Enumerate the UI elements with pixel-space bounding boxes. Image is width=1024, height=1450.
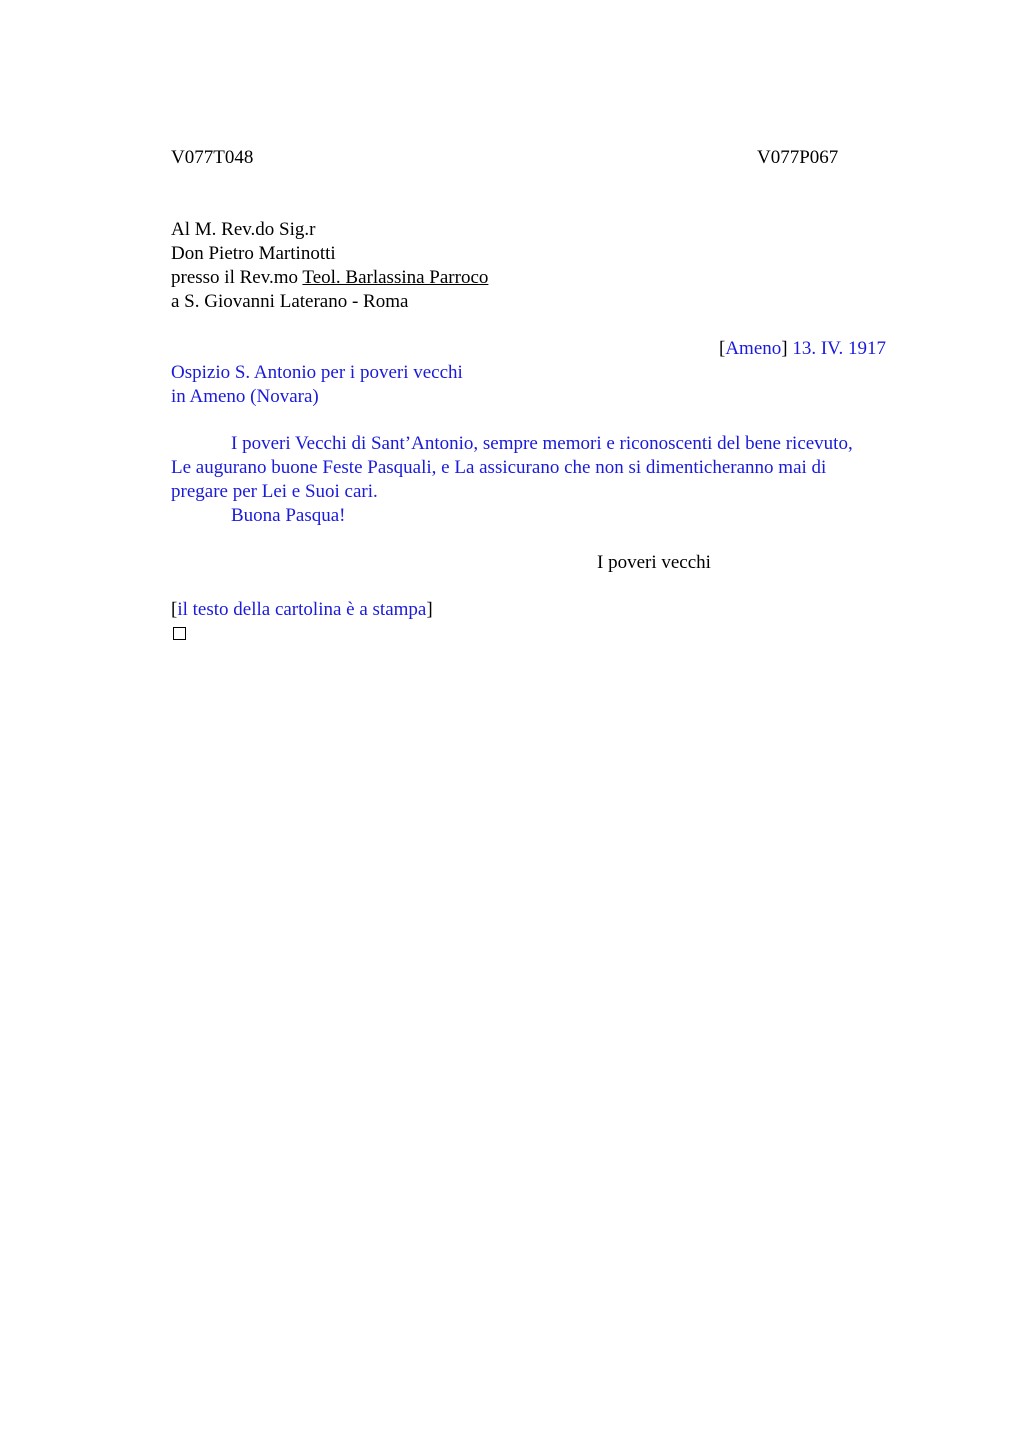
body-line-3: pregare per Lei e Suoi cari.: [171, 481, 378, 502]
date-bracket-open: [: [719, 338, 726, 359]
date-bracket-close: ]: [781, 338, 788, 359]
note-bracket-open: [: [171, 599, 178, 620]
note-bracket-close: ]: [426, 599, 433, 620]
body-line-1: I poveri Vecchi di Sant’Antonio, sempre memori e riconoscenti del bene ricevuto,: [231, 433, 853, 454]
date-line: [719, 337, 886, 361]
body-line-4: Buona Pasqua!: [231, 505, 346, 526]
address-line-3: [171, 266, 488, 290]
signature: I poveri vecchi: [597, 552, 711, 573]
sender-line-1: Ospizio S. Antonio per i poveri vecchi: [171, 362, 463, 383]
address-line-1: Al M. Rev.do Sig.r: [171, 219, 316, 240]
address-line-2: Don Pietro Martinotti: [171, 243, 336, 264]
address-line-3-underlined: Teol. Barlassina Parroco: [302, 267, 489, 288]
sender-line-2: in Ameno (Novara): [171, 386, 319, 407]
note-text: il testo della cartolina è a stampa: [177, 599, 427, 620]
address-line-4: a S. Giovanni Laterano - Roma: [171, 291, 409, 312]
left-code: V077T048: [171, 147, 254, 168]
empty-square-icon: [173, 627, 186, 640]
body-line-2: Le augurano buone Feste Pasquali, e La assicurano che non si dimenticheranno mai di: [171, 457, 827, 478]
editor-note: [171, 598, 433, 622]
right-code: V077P067: [757, 147, 839, 168]
date-text: 13. IV. 1917: [787, 338, 886, 359]
date-place: Ameno: [725, 338, 782, 359]
address-line-3-prefix: presso il Rev.mo: [171, 267, 303, 288]
